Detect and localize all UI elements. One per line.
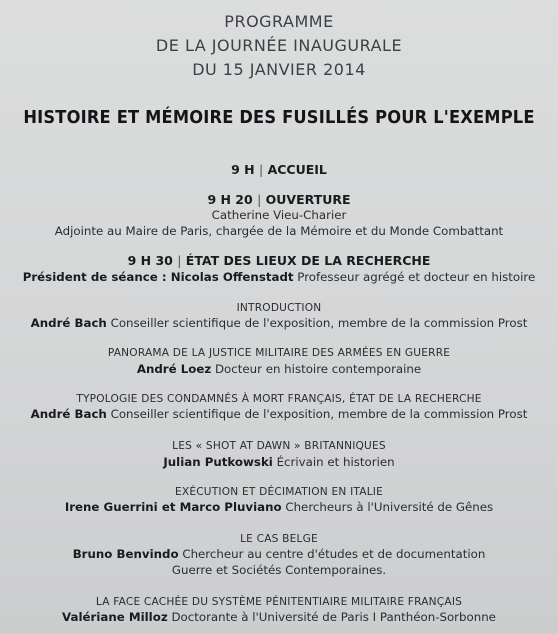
talk-topic: LES « SHOT AT DAWN » BRITANNIQUES bbox=[172, 440, 386, 452]
ouverture-speaker: Catherine Vieu-Charier bbox=[211, 208, 347, 222]
talk-topic: INTRODUCTION bbox=[236, 302, 322, 314]
talk-desc: Conseiller scientifique de l'exposition, membre de la commission Prost bbox=[110, 407, 528, 421]
talk-speaker: André Bach bbox=[30, 316, 107, 330]
talk-speaker-line bbox=[0, 455, 558, 469]
talk-speaker: Valériane Milloz bbox=[62, 610, 168, 624]
section-etat-des-lieux bbox=[0, 253, 558, 268]
talk-desc: Écrivain et historien bbox=[276, 455, 395, 469]
talk-desc: Chercheurs à l'Université de Gênes bbox=[285, 500, 494, 514]
talk-speaker: André Bach bbox=[30, 407, 107, 421]
separator: | bbox=[257, 192, 262, 207]
section-time: 9 H bbox=[231, 162, 255, 177]
talk-desc: Doctorante à l'Université de Paris I Panthéon-Sorbonne bbox=[171, 610, 496, 624]
ouverture-role: Adjointe au Maire de Paris, chargée de la Mémoire et du Monde Combattant bbox=[54, 224, 504, 238]
chair-role: Professeur agrégé et docteur en histoire bbox=[297, 270, 536, 284]
talk-topic: LA FACE CACHÉE DU SYSTÈME PÉNITENTIAIRE MILITAIRE FRANÇAIS bbox=[95, 596, 463, 608]
section-ouverture bbox=[0, 192, 558, 207]
section-time: 9 H 30 bbox=[127, 253, 173, 268]
header-line-1: PROGRAMME bbox=[224, 12, 334, 31]
talk-desc: Docteur en histoire contemporaine bbox=[214, 362, 422, 376]
section-label: OUVERTURE bbox=[265, 192, 351, 207]
section-label: ACCUEIL bbox=[267, 162, 327, 177]
section-time: 9 H 20 bbox=[207, 192, 253, 207]
chair-name: Président de séance : Nicolas Offenstadt bbox=[22, 270, 294, 284]
talk-speaker: Bruno Benvindo bbox=[72, 547, 179, 561]
talk-topic: EXÉCUTION ET DÉCIMATION EN ITALIE bbox=[174, 486, 384, 498]
talk-speaker-line bbox=[0, 316, 558, 330]
separator: | bbox=[177, 253, 182, 268]
talk-speaker: André Loez bbox=[136, 362, 212, 376]
section-accueil bbox=[0, 162, 558, 177]
talk-desc: Conseiller scientifique de l'exposition, membre de la commission Prost bbox=[110, 316, 528, 330]
session-chair bbox=[0, 270, 558, 284]
talk-desc: Chercheur au centre d'études et de documentation bbox=[182, 547, 486, 561]
talk-speaker-line bbox=[0, 500, 558, 514]
talk-speaker-line bbox=[0, 407, 558, 421]
talk-speaker-line bbox=[0, 547, 558, 561]
talk-speaker: Irene Guerrini et Marco Pluviano bbox=[64, 500, 282, 514]
main-title: HISTOIRE ET MÉMOIRE DES FUSILLÉS POUR L'EXEMPLE bbox=[23, 108, 535, 128]
talk-topic: TYPOLOGIE DES CONDAMNÉS À MORT FRANÇAIS, ÉTAT DE LA RECHERCHE bbox=[76, 393, 482, 405]
talk-speaker: Julian Putkowski bbox=[163, 455, 273, 469]
header-line-3: DU 15 JANVIER 2014 bbox=[192, 60, 366, 79]
talk-speaker-line bbox=[0, 610, 558, 624]
talk-speaker-line bbox=[0, 362, 558, 376]
talk-topic: PANORAMA DE LA JUSTICE MILITAIRE DES ARMÉES EN GUERRE bbox=[107, 347, 451, 359]
separator: | bbox=[258, 162, 264, 177]
talk-topic: LE CAS BELGE bbox=[240, 533, 318, 545]
talk-desc-continued: Guerre et Sociétés Contemporaines. bbox=[171, 563, 387, 577]
header-line-2: DE LA JOURNÉE INAUGURALE bbox=[155, 36, 403, 55]
section-label: ÉTAT DES LIEUX DE LA RECHERCHE bbox=[185, 253, 431, 268]
